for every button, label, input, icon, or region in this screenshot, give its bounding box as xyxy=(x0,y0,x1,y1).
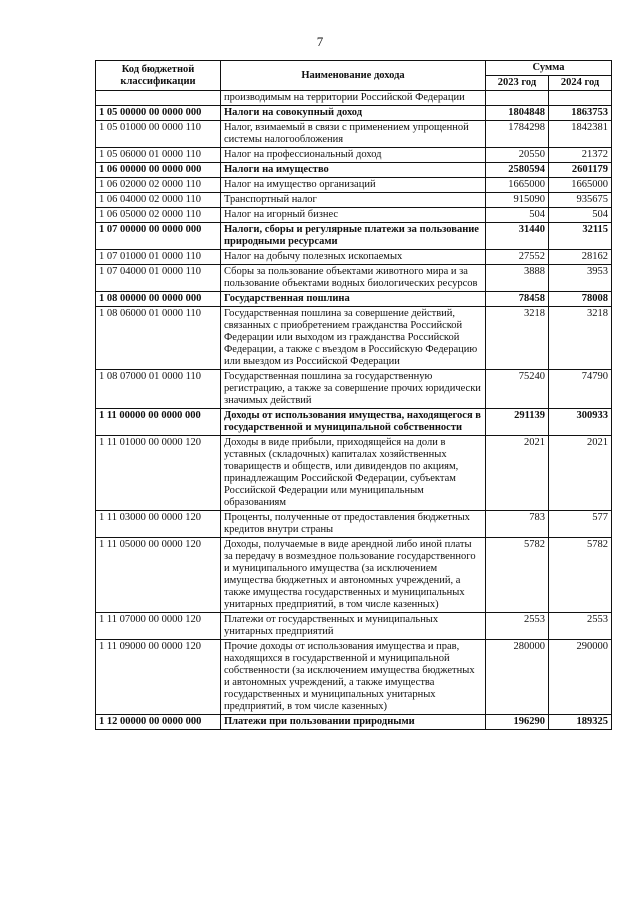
value-2023-cell: 2580594 xyxy=(486,163,549,178)
table-row xyxy=(96,121,612,148)
table-body xyxy=(96,91,612,730)
header-sum: Сумма xyxy=(486,61,612,76)
value-2024-cell: 78008 xyxy=(549,292,612,307)
value-2024-cell: 290000 xyxy=(549,640,612,715)
name-cell: Налог, взимаемый в связи с применением упрощенной системы налогообложения xyxy=(221,121,486,148)
name-cell: Доходы в виде прибыли, приходящейся на доли в уставных (складочных) капиталах хозяйственных товариществ и обществ, или дивидендов по акциям, принадлежащим Российской Федерации, субъектам Российской Федерации или муниципальным образованиям xyxy=(221,436,486,511)
table-row xyxy=(96,538,612,613)
value-2024-cell xyxy=(549,91,612,106)
code-cell: 1 07 04000 01 0000 110 xyxy=(96,265,221,292)
code-cell: 1 05 01000 00 0000 110 xyxy=(96,121,221,148)
value-2024-cell: 2021 xyxy=(549,436,612,511)
code-cell: 1 06 04000 02 0000 110 xyxy=(96,193,221,208)
value-2023-cell xyxy=(486,91,549,106)
table-row xyxy=(96,511,612,538)
value-2024-cell: 1842381 xyxy=(549,121,612,148)
table-row xyxy=(96,307,612,370)
name-cell: Налог на профессиональный доход xyxy=(221,148,486,163)
table-row xyxy=(96,163,612,178)
code-cell: 1 11 07000 00 0000 120 xyxy=(96,613,221,640)
value-2023-cell: 1784298 xyxy=(486,121,549,148)
value-2023-cell: 3218 xyxy=(486,307,549,370)
name-cell: производимым на территории Российской Федерации xyxy=(221,91,486,106)
table-row xyxy=(96,640,612,715)
name-cell: Налоги на совокупный доход xyxy=(221,106,486,121)
table-row xyxy=(96,292,612,307)
value-2024-cell: 5782 xyxy=(549,538,612,613)
table-row xyxy=(96,91,612,106)
value-2023-cell: 2553 xyxy=(486,613,549,640)
code-cell: 1 05 06000 01 0000 110 xyxy=(96,148,221,163)
value-2023-cell: 280000 xyxy=(486,640,549,715)
value-2023-cell: 5782 xyxy=(486,538,549,613)
header-year-2024: 2024 год xyxy=(549,76,612,91)
value-2023-cell: 1804848 xyxy=(486,106,549,121)
code-cell: 1 11 05000 00 0000 120 xyxy=(96,538,221,613)
value-2024-cell: 74790 xyxy=(549,370,612,409)
value-2024-cell: 1863753 xyxy=(549,106,612,121)
value-2024-cell: 3218 xyxy=(549,307,612,370)
value-2024-cell: 28162 xyxy=(549,250,612,265)
value-2023-cell: 915090 xyxy=(486,193,549,208)
value-2023-cell: 78458 xyxy=(486,292,549,307)
value-2023-cell: 291139 xyxy=(486,409,549,436)
name-cell: Налог на добычу полезных ископаемых xyxy=(221,250,486,265)
value-2024-cell: 2601179 xyxy=(549,163,612,178)
name-cell: Платежи от государственных и муниципальных унитарных предприятий xyxy=(221,613,486,640)
name-cell: Проценты, полученные от предоставления бюджетных кредитов внутри страны xyxy=(221,511,486,538)
code-cell: 1 11 09000 00 0000 120 xyxy=(96,640,221,715)
table-row xyxy=(96,193,612,208)
table-row xyxy=(96,208,612,223)
code-cell: 1 11 01000 00 0000 120 xyxy=(96,436,221,511)
code-cell: 1 06 00000 00 0000 000 xyxy=(96,163,221,178)
code-cell: 1 11 00000 00 0000 000 xyxy=(96,409,221,436)
code-cell: 1 06 05000 02 0000 110 xyxy=(96,208,221,223)
name-cell: Налог на имущество организаций xyxy=(221,178,486,193)
name-cell: Сборы за пользование объектами животного мира и за пользование объектами водных биологических ресурсов xyxy=(221,265,486,292)
value-2023-cell: 31440 xyxy=(486,223,549,250)
table-row xyxy=(96,370,612,409)
name-cell: Государственная пошлина xyxy=(221,292,486,307)
value-2023-cell: 20550 xyxy=(486,148,549,163)
code-cell: 1 08 07000 01 0000 110 xyxy=(96,370,221,409)
code-cell: 1 05 00000 00 0000 000 xyxy=(96,106,221,121)
table-row xyxy=(96,106,612,121)
code-cell: 1 07 00000 00 0000 000 xyxy=(96,223,221,250)
value-2024-cell: 2553 xyxy=(549,613,612,640)
value-2023-cell: 3888 xyxy=(486,265,549,292)
name-cell: Государственная пошлина за совершение действий, связанных с приобретением гражданства Российской Федерации или выходом из гражданства Российской Федерации, а также с въездом в Российскую Федерацию или выездом из Российской Федерации xyxy=(221,307,486,370)
name-cell: Доходы от использования имущества, находящегося в государственной и муниципальной собственности xyxy=(221,409,486,436)
name-cell: Налоги на имущество xyxy=(221,163,486,178)
value-2023-cell: 27552 xyxy=(486,250,549,265)
table-row xyxy=(96,250,612,265)
value-2024-cell: 189325 xyxy=(549,715,612,730)
table-row xyxy=(96,436,612,511)
table-row xyxy=(96,715,612,730)
table-row xyxy=(96,265,612,292)
name-cell: Государственная пошлина за государственную регистрацию, а также за совершение прочих юридически значимых действий xyxy=(221,370,486,409)
name-cell: Налоги, сборы и регулярные платежи за пользование природными ресурсами xyxy=(221,223,486,250)
value-2023-cell: 1665000 xyxy=(486,178,549,193)
code-cell: 1 12 00000 00 0000 000 xyxy=(96,715,221,730)
code-cell: 1 08 00000 00 0000 000 xyxy=(96,292,221,307)
value-2024-cell: 1665000 xyxy=(549,178,612,193)
header-code: Код бюджетной классификации xyxy=(96,61,221,91)
value-2024-cell: 21372 xyxy=(549,148,612,163)
table-row xyxy=(96,613,612,640)
header-name: Наименование дохода xyxy=(221,61,486,91)
value-2023-cell: 504 xyxy=(486,208,549,223)
code-cell: 1 07 01000 01 0000 110 xyxy=(96,250,221,265)
value-2024-cell: 300933 xyxy=(549,409,612,436)
value-2023-cell: 2021 xyxy=(486,436,549,511)
name-cell: Транспортный налог xyxy=(221,193,486,208)
code-cell: 1 06 02000 02 0000 110 xyxy=(96,178,221,193)
value-2023-cell: 75240 xyxy=(486,370,549,409)
table-row xyxy=(96,223,612,250)
table-row xyxy=(96,148,612,163)
value-2024-cell: 504 xyxy=(549,208,612,223)
name-cell: Прочие доходы от использования имущества и прав, находящихся в государственной и муниципальной собственности (за исключением имущества бюджетных и автономных учреждений, а также имущества государственных и муниципальных унитарных предприятий, в том числе казенных) xyxy=(221,640,486,715)
name-cell: Налог на игорный бизнес xyxy=(221,208,486,223)
value-2023-cell: 783 xyxy=(486,511,549,538)
table-row xyxy=(96,409,612,436)
code-cell: 1 11 03000 00 0000 120 xyxy=(96,511,221,538)
code-cell: 1 08 06000 01 0000 110 xyxy=(96,307,221,370)
name-cell: Доходы, получаемые в виде арендной либо иной платы за передачу в возмездное пользование государственного и муниципального имущества (за исключением имущества бюджетных и автономных учреждений, а также имущества государственных и муниципальных унитарных предприятий, в том числе казенных) xyxy=(221,538,486,613)
table-row xyxy=(96,178,612,193)
code-cell xyxy=(96,91,221,106)
value-2024-cell: 577 xyxy=(549,511,612,538)
header-year-2023: 2023 год xyxy=(486,76,549,91)
revenue-table xyxy=(95,60,612,730)
value-2024-cell: 32115 xyxy=(549,223,612,250)
value-2023-cell: 196290 xyxy=(486,715,549,730)
page-number: 7 xyxy=(316,34,324,49)
name-cell: Платежи при пользовании природными xyxy=(221,715,486,730)
value-2024-cell: 935675 xyxy=(549,193,612,208)
value-2024-cell: 3953 xyxy=(549,265,612,292)
